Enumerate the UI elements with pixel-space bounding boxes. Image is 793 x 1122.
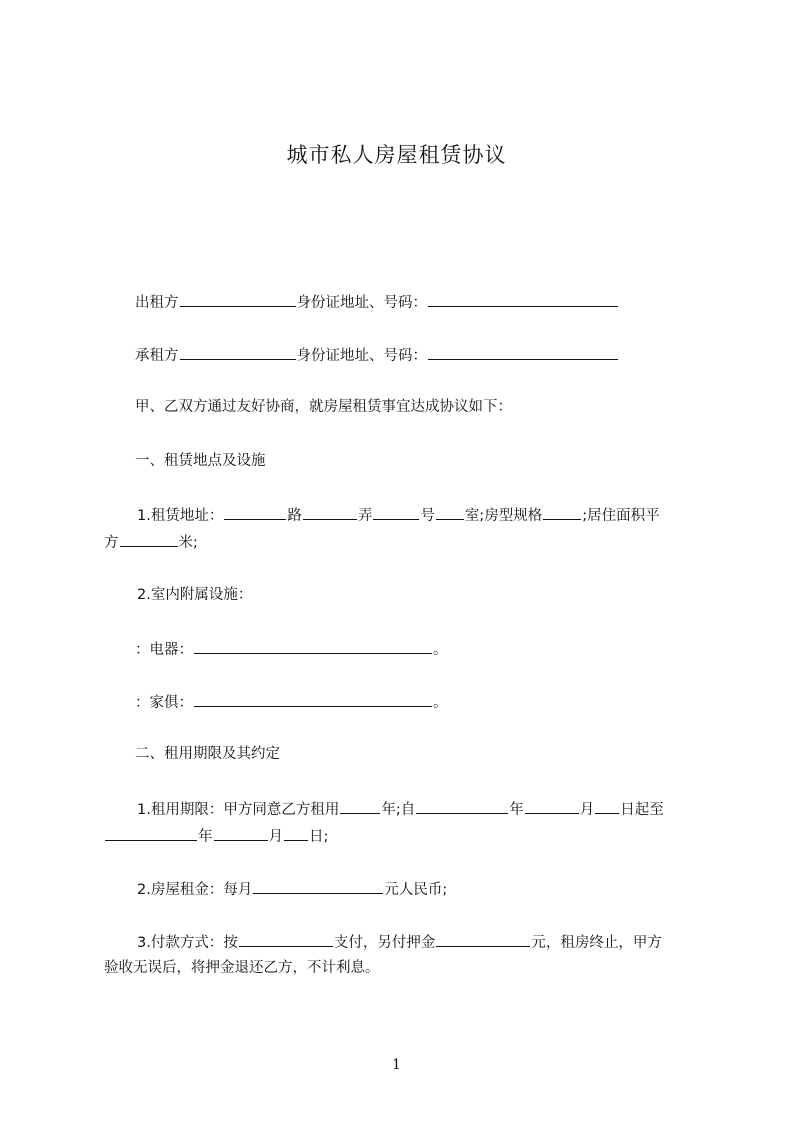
road-label: 路 [287, 508, 302, 524]
area-unit-label: 米; [178, 535, 198, 551]
end-day-blank[interactable] [284, 825, 308, 841]
lessor-id-label: 身份证地址、号码： [296, 295, 427, 311]
rent-line [0, 878, 793, 900]
end-year-blank[interactable] [105, 825, 197, 841]
rent-unit: 元人民币; [384, 882, 448, 898]
furniture-blank[interactable] [194, 691, 432, 707]
lease-address-label: 1.租赁地址： [137, 508, 224, 524]
document-title: 城市私人房屋租赁协议 [286, 143, 507, 167]
appliances-line [0, 638, 793, 660]
road-blank[interactable] [224, 504, 286, 520]
lessee-label: 承租方 [135, 348, 179, 364]
furniture-label: ：家俱： [135, 695, 193, 711]
deposit-blank[interactable] [436, 931, 530, 947]
lessor-label: 出租方 [135, 295, 179, 311]
lease-term-label: 1.租用期限：甲方同意乙方租用 [137, 802, 340, 818]
payment-cont: 验收无误后，将押金退还乙方，不计利息。 [104, 960, 380, 976]
appliances-label: ：电器： [135, 642, 193, 658]
end-month-blank[interactable] [214, 825, 268, 841]
lease-term-line [0, 798, 793, 820]
deposit-label: 支付，另付押金 [333, 935, 436, 951]
rent-label: 2.房屋租金：每月 [137, 882, 253, 898]
section1-heading: 一、租赁地点及设施 [135, 453, 266, 469]
lessee-id-label: 身份证地址、号码： [296, 348, 427, 364]
room-label: 室;房型规格 [464, 508, 543, 524]
payment-label: 3.付款方式：按 [137, 935, 238, 951]
appliances-blank[interactable] [194, 638, 432, 654]
lessor-name-blank[interactable] [180, 291, 296, 307]
section2-heading: 二、租用期限及其约定 [135, 746, 280, 762]
start-month-label: 月 [579, 802, 595, 818]
intro-text: 甲、乙双方通过友好协商，就房屋租赁事宜达成协议如下： [135, 399, 512, 415]
facilities-label: 2.室内附属设施： [137, 587, 253, 603]
rent-blank[interactable] [253, 878, 383, 894]
room-blank[interactable] [436, 504, 464, 520]
lessee-line [0, 344, 793, 366]
area-blank[interactable] [120, 531, 178, 547]
furniture-end: 。 [433, 695, 448, 711]
lessee-name-blank[interactable] [180, 344, 296, 360]
deposit-unit: 元，租房终止，甲方 [531, 935, 662, 951]
page-number: 1 [392, 1057, 401, 1073]
lease-address-cont [0, 531, 793, 553]
day-from-label: 日起至 [620, 802, 664, 818]
start-year-blank[interactable] [416, 798, 508, 814]
lessor-id-blank[interactable] [428, 291, 618, 307]
lane-label: 弄 [357, 508, 373, 524]
number-label: 号 [420, 508, 435, 524]
payment-line [0, 931, 793, 953]
end-day-label: 日; [309, 829, 329, 845]
term-years-blank[interactable] [340, 798, 380, 814]
area-cont-label: 方 [104, 535, 119, 551]
furniture-line [0, 691, 793, 713]
room-type-blank[interactable] [543, 504, 581, 520]
lessee-id-blank[interactable] [428, 344, 618, 360]
lease-address-line [0, 504, 793, 526]
lessor-line [0, 291, 793, 313]
start-day-blank[interactable] [595, 798, 619, 814]
appliances-end: 。 [433, 642, 448, 658]
year-from-label: 年;自 [381, 802, 416, 818]
start-month-blank[interactable] [525, 798, 579, 814]
end-year-label: 年 [198, 829, 213, 845]
lease-term-cont [0, 825, 793, 847]
number-blank[interactable] [373, 504, 419, 520]
lane-blank[interactable] [303, 504, 357, 520]
payment-period-blank[interactable] [239, 931, 333, 947]
start-year-label: 年 [509, 802, 524, 818]
area-label: ;居住面积平 [582, 508, 660, 524]
end-month-label: 月 [268, 829, 283, 845]
